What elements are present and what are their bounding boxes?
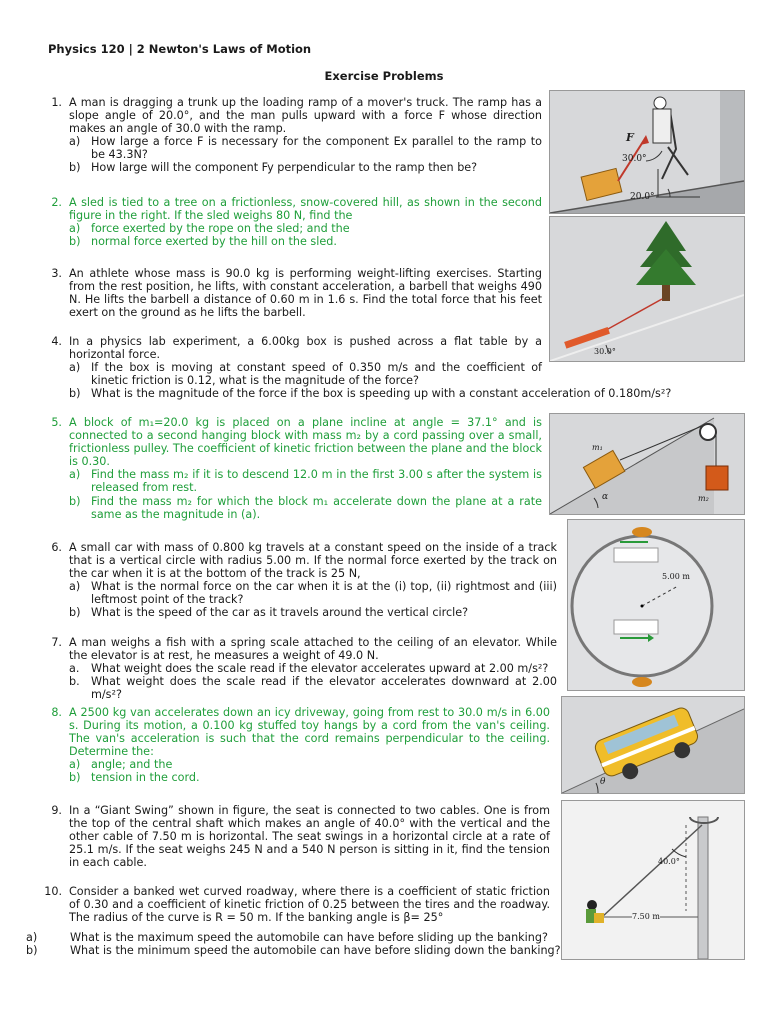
- part-text: What is the magnitude of the force if the box is speeding up with a constant acceleration of 0.180m/s²?: [91, 387, 672, 400]
- sled-figure: [549, 216, 745, 362]
- length-label: 7.50 m: [632, 910, 660, 923]
- part-label: b): [26, 944, 38, 958]
- part-label: b): [69, 494, 81, 508]
- part-label: a): [26, 931, 38, 944]
- problem-4-part-b: [69, 387, 749, 400]
- problem-text: A man is dragging a trunk up the loading ramp of a mover's truck. The ramp has a slope angle of 20.0°, and the man pulls upward with a force F whose direction makes an angle of 30.0 with the ramp.: [69, 96, 542, 136]
- part-text: What is the minimum speed the automobile can have before sliding down the banking?: [70, 944, 561, 958]
- problem-text: A block of m₁=20.0 kg is placed on a plane incline at angle = 37.1° and is connected to a second hanging block with mass m₂ by a cord passing over a small, frictionless pulley. The coefficient of kinetic friction between the plane and the block is 0.30.: [69, 416, 542, 469]
- part-text: What weight does the scale read if the elevator accelerates downward at 2.00 m/s²?: [91, 675, 557, 702]
- mass-label-m1: m₁: [592, 443, 603, 452]
- part-label: b.: [69, 675, 80, 689]
- problem-10-parts: [26, 931, 586, 957]
- part-label: a): [69, 361, 81, 375]
- part-label: b): [69, 387, 81, 400]
- problem-number: 9.: [51, 804, 62, 817]
- problem-number: 5.: [51, 416, 62, 429]
- problem-text: A sled is tied to a tree on a frictionless, snow-covered hill, as shown in the second figure in the right. If the sled weighs 80 N, find the: [69, 196, 542, 223]
- part-label: a): [69, 580, 81, 594]
- problem-number: 2.: [51, 196, 62, 209]
- van-figure: [561, 696, 745, 794]
- angle-label: 20.0°: [630, 192, 655, 202]
- part-text: How large will the component Fy perpendicular to the ramp then be?: [91, 161, 478, 175]
- problem-text: A small car with mass of 0.800 kg travels at a constant speed on the inside of a track that is a vertical circle with radius 5.00 m. If the normal force exerted by the track on the car when it is at the bottom of the track is 25 N,: [69, 541, 557, 581]
- part-text: Find the mass m₂ if it is to descend 12.0 m in the first 3.00 s after the system is released from rest.: [91, 468, 542, 495]
- mass-label-m2: m₂: [698, 494, 709, 503]
- problem-text: An athlete whose mass is 90.0 kg is performing weight-lifting exercises. Starting from the rest position, he lifts, with constant acceleration, a barbell that weighs 490 N. He lifts the barbell a distance of 0.60 m in 1.6 s. Find the total force that his feet exert on the ground as he lifts the barbell.: [69, 267, 542, 320]
- force-label: F: [626, 131, 634, 144]
- section-title: Exercise Problems: [324, 69, 444, 83]
- part-label: a): [69, 758, 81, 772]
- giant-swing-figure: [561, 800, 745, 960]
- problem-number: 1.: [51, 96, 62, 109]
- angle-label: α: [602, 492, 609, 502]
- part-text: angle; and the: [91, 758, 173, 772]
- part-text: How large a force F is necessary for the component Ex parallel to the ramp to be 43.3N?: [91, 135, 542, 162]
- problem-number: 4.: [51, 335, 62, 348]
- ramp-figure: [549, 90, 745, 214]
- document-header: Physics 120 | 2 Newton's Laws of Motion: [48, 42, 312, 56]
- radius-label: 5.00 m: [662, 572, 690, 581]
- angle-label: 30.0°: [622, 154, 647, 164]
- angle-label: 30.0°: [594, 347, 616, 356]
- part-text: force exerted by the rope on the sled; and the: [91, 222, 350, 236]
- problem-text: A man weighs a fish with a spring scale attached to the ceiling of an elevator. While the elevator is at rest, he measures a weight of 49.0 N.: [69, 636, 557, 663]
- part-text: normal force exerted by the hill on the sled.: [91, 235, 337, 249]
- part-label: a): [69, 222, 81, 236]
- problem-text: A 2500 kg van accelerates down an icy driveway, going from rest to 30.0 m/s in 6.00 s. During its motion, a 0.100 kg stuffed toy hangs by a cord from the van's ceiling. The van's acceleration is such that the cord remains perpendicular to the ceiling. Determine the:: [69, 706, 550, 759]
- part-label: a): [69, 135, 81, 149]
- part-text: If the box is moving at constant speed of 0.350 m/s and the coefficient of kinetic friction is 0.12, what is the magnitude of the force?: [91, 361, 542, 388]
- problem-text: Consider a banked wet curved roadway, where there is a coefficient of static friction of 0.30 and a coefficient of kinetic friction of 0.25 between the tires and the roadway. The radius of the curve is R = 50 m. If the banking angle is β= 25°: [69, 885, 550, 925]
- part-text: What is the maximum speed the automobile can have before sliding up the banking?: [70, 931, 548, 944]
- part-label: b): [69, 161, 81, 175]
- part-label: b): [69, 771, 81, 785]
- part-text: What is the speed of the car as it travels around the vertical circle?: [91, 606, 469, 620]
- vertical-loop-figure: [567, 519, 745, 691]
- angle-label: θ: [600, 777, 606, 787]
- problem-text: In a physics lab experiment, a 6.00kg box is pushed across a flat table by a horizontal force.: [69, 335, 542, 362]
- part-text: What is the normal force on the car when it is at the (i) top, (ii) rightmost and (iii) leftmost point of the track?: [91, 580, 557, 607]
- problem-number: 7.: [51, 636, 62, 649]
- problem-text: In a “Giant Swing” shown in figure, the seat is connected to two cables. One is from the top of the central shaft which makes an angle of 40.0° with the vertical and the other cable of 7.50 m is horizontal. The seat swings in a horizontal circle at a rate of 25.1 m/s. If the seat weighs 245 N and a 540 N person is sitting in it, find the tension in each cable.: [69, 804, 550, 870]
- part-label: a): [69, 468, 81, 482]
- part-text: tension in the cord.: [91, 771, 200, 785]
- incline-pulley-figure: [549, 413, 745, 515]
- part-label: b): [69, 606, 81, 620]
- part-label: a.: [69, 662, 80, 676]
- part-label: b): [69, 235, 81, 249]
- problem-number: 10.: [44, 885, 62, 898]
- part-text: Find the mass m₂ for which the block m₁ accelerate down the plane at a rate same as the magnitude in (a).: [91, 494, 542, 521]
- problem-number: 6.: [51, 541, 62, 554]
- problem-number: 3.: [51, 267, 62, 280]
- problem-number: 8.: [51, 706, 62, 719]
- angle-label: 40.0°: [658, 857, 680, 866]
- part-text: What weight does the scale read if the elevator accelerates upward at 2.00 m/s²?: [91, 662, 549, 676]
